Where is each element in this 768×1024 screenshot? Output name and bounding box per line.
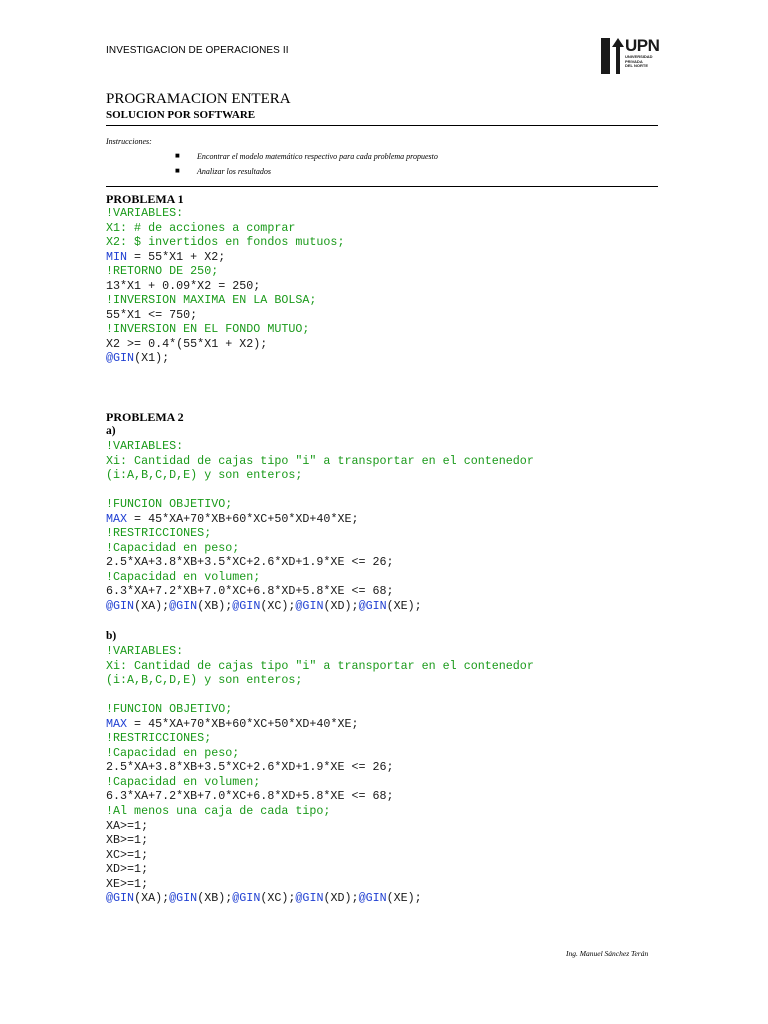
instructions-label: Instrucciones: xyxy=(106,137,152,146)
code-comment: X1: # de acciones a comprar xyxy=(106,220,296,235)
code-line xyxy=(106,250,344,265)
instruction-item: Encontrar el modelo matemático respectivo para cada problema propuesto xyxy=(197,152,438,161)
code-keyword: @GIN xyxy=(106,891,135,906)
upn-logo xyxy=(601,38,663,76)
part-b-label: b) xyxy=(106,630,117,642)
code-text: (XB); xyxy=(197,891,233,906)
code-keyword: @GIN xyxy=(295,599,324,614)
bullet-icon: ■ xyxy=(175,151,180,160)
code-line xyxy=(106,789,534,804)
code-line xyxy=(106,322,344,337)
code-line xyxy=(106,512,534,527)
code-text: 2.5*XA+3.8*XB+3.5*XC+2.6*XD+1.9*XE <= 26; xyxy=(106,760,394,775)
part-b-code xyxy=(106,644,534,906)
part-a-code xyxy=(106,439,534,614)
code-line xyxy=(106,833,534,848)
code-comment: !Al menos una caja de cada tipo; xyxy=(106,804,331,819)
code-text: X2 >= 0.4*(55*X1 + X2); xyxy=(106,336,268,351)
code-keyword: @GIN xyxy=(358,599,387,614)
code-keyword: @GIN xyxy=(358,891,387,906)
code-comment: !INVERSION MAXIMA EN LA BOLSA; xyxy=(106,293,317,308)
problem-1-code xyxy=(106,206,344,366)
code-line xyxy=(106,688,534,703)
bullet-icon: ■ xyxy=(175,166,180,175)
code-comment: Xi: Cantidad de cajas tipo "i" a transportar en el contenedor xyxy=(106,658,534,673)
logo-arrow-icon xyxy=(612,38,624,74)
code-keyword: @GIN xyxy=(169,891,198,906)
code-line xyxy=(106,526,534,541)
code-line xyxy=(106,717,534,732)
code-line xyxy=(106,891,534,906)
code-line xyxy=(106,702,534,717)
code-line xyxy=(106,775,534,790)
code-keyword: MIN xyxy=(106,249,128,264)
code-comment: !VARIABLES: xyxy=(106,439,184,453)
code-text: (XA); xyxy=(134,599,170,614)
code-comment: (i:A,B,C,D,E) y son enteros; xyxy=(106,468,303,483)
code-comment: !RETORNO DE 250; xyxy=(106,264,219,279)
code-keyword: @GIN xyxy=(232,599,261,614)
code-comment: !Capacidad en peso; xyxy=(106,745,240,760)
problem-1-title: PROBLEMA 1 xyxy=(106,192,184,206)
code-line xyxy=(106,221,344,236)
code-line xyxy=(106,351,344,366)
code-line xyxy=(106,541,534,556)
code-text: 55*X1 <= 750; xyxy=(106,307,198,322)
code-keyword: @GIN xyxy=(106,351,135,366)
code-text: = 45*XA+70*XB+60*XC+50*XD+40*XE; xyxy=(127,511,359,526)
code-line xyxy=(106,731,534,746)
code-line xyxy=(106,235,344,250)
page-subtitle: SOLUCION POR SOFTWARE xyxy=(106,109,256,121)
code-line xyxy=(106,819,534,834)
code-line xyxy=(106,308,344,323)
code-line xyxy=(106,673,534,688)
code-line xyxy=(106,760,534,775)
code-text: = 45*XA+70*XB+60*XC+50*XD+40*XE; xyxy=(127,716,359,731)
logo-subtitle: UNIVERSIDAD PRIVADA DEL NORTE xyxy=(625,54,653,69)
code-text: XA>=1; xyxy=(106,818,149,833)
code-line xyxy=(106,584,534,599)
code-comment: !Capacidad en volumen; xyxy=(106,569,261,584)
code-text: (XC); xyxy=(260,891,296,906)
code-text: 13*X1 + 0.09*X2 = 250; xyxy=(106,278,261,293)
code-text: (XE); xyxy=(386,891,422,906)
code-line xyxy=(106,862,534,877)
code-comment: !VARIABLES: xyxy=(106,644,184,658)
code-comment: !Capacidad en volumen; xyxy=(106,774,261,789)
code-line xyxy=(106,337,344,352)
code-keyword: MAX xyxy=(106,716,128,731)
code-comment: !RESTRICCIONES; xyxy=(106,526,212,541)
code-line xyxy=(106,483,534,498)
code-comment: !VARIABLES: xyxy=(106,206,184,220)
code-comment: X2: $ invertidos en fondos mutuos; xyxy=(106,235,345,250)
code-comment: Xi: Cantidad de cajas tipo "i" a transportar en el contenedor xyxy=(106,453,534,468)
code-text: 6.3*XA+7.2*XB+7.0*XC+6.8*XD+5.8*XE <= 68; xyxy=(106,584,394,599)
code-line xyxy=(106,439,534,454)
code-text: XB>=1; xyxy=(106,833,149,848)
code-comment: !RESTRICCIONES; xyxy=(106,731,212,746)
code-text: XE>=1; xyxy=(106,876,149,891)
code-text: (XB); xyxy=(197,599,233,614)
code-comment: !INVERSION EN EL FONDO MUTUO; xyxy=(106,322,310,337)
code-line xyxy=(106,746,534,761)
code-keyword: @GIN xyxy=(232,891,261,906)
problem-2-title: PROBLEMA 2 xyxy=(106,410,184,424)
code-comment: !FUNCION OBJETIVO; xyxy=(106,497,233,512)
code-text: (XD); xyxy=(323,599,359,614)
course-name: INVESTIGACION DE OPERACIONES II xyxy=(106,45,289,56)
code-comment: !Capacidad en peso; xyxy=(106,540,240,555)
code-line xyxy=(106,599,534,614)
code-keyword: MAX xyxy=(106,511,128,526)
code-line xyxy=(106,644,534,659)
code-line xyxy=(106,877,534,892)
code-keyword: @GIN xyxy=(106,599,135,614)
code-text: 2.5*XA+3.8*XB+3.5*XC+2.6*XD+1.9*XE <= 26; xyxy=(106,555,394,570)
code-line xyxy=(106,206,344,221)
code-keyword: @GIN xyxy=(169,599,198,614)
code-text: (XD); xyxy=(323,891,359,906)
code-line xyxy=(106,570,534,585)
logo-bar-icon xyxy=(601,38,610,74)
code-text: XC>=1; xyxy=(106,847,149,862)
code-text: (XE); xyxy=(386,599,422,614)
code-text: 6.3*XA+7.2*XB+7.0*XC+6.8*XD+5.8*XE <= 68; xyxy=(106,789,394,804)
code-line xyxy=(106,279,344,294)
page-title: PROGRAMACION ENTERA xyxy=(106,91,291,107)
code-text: (XA); xyxy=(134,891,170,906)
code-text: (X1); xyxy=(134,351,170,366)
instruction-item: Analizar los resultados xyxy=(197,167,271,176)
code-keyword: @GIN xyxy=(295,891,324,906)
logo-word: UPN xyxy=(625,36,660,55)
divider xyxy=(106,125,658,126)
divider xyxy=(106,186,658,187)
code-line xyxy=(106,264,344,279)
code-text: (XC); xyxy=(260,599,296,614)
code-line xyxy=(106,555,534,570)
code-line xyxy=(106,454,534,469)
author-signature: Ing. Manuel Sánchez Terán xyxy=(566,949,649,958)
code-text: = 55*X1 + X2; xyxy=(127,249,226,264)
code-line xyxy=(106,659,534,674)
part-a-label: a) xyxy=(106,425,116,437)
code-comment: !FUNCION OBJETIVO; xyxy=(106,702,233,717)
code-comment: (i:A,B,C,D,E) y son enteros; xyxy=(106,673,303,688)
code-line xyxy=(106,468,534,483)
code-line xyxy=(106,497,534,512)
code-line xyxy=(106,804,534,819)
code-line xyxy=(106,848,534,863)
code-line xyxy=(106,293,344,308)
code-text: XD>=1; xyxy=(106,862,149,877)
